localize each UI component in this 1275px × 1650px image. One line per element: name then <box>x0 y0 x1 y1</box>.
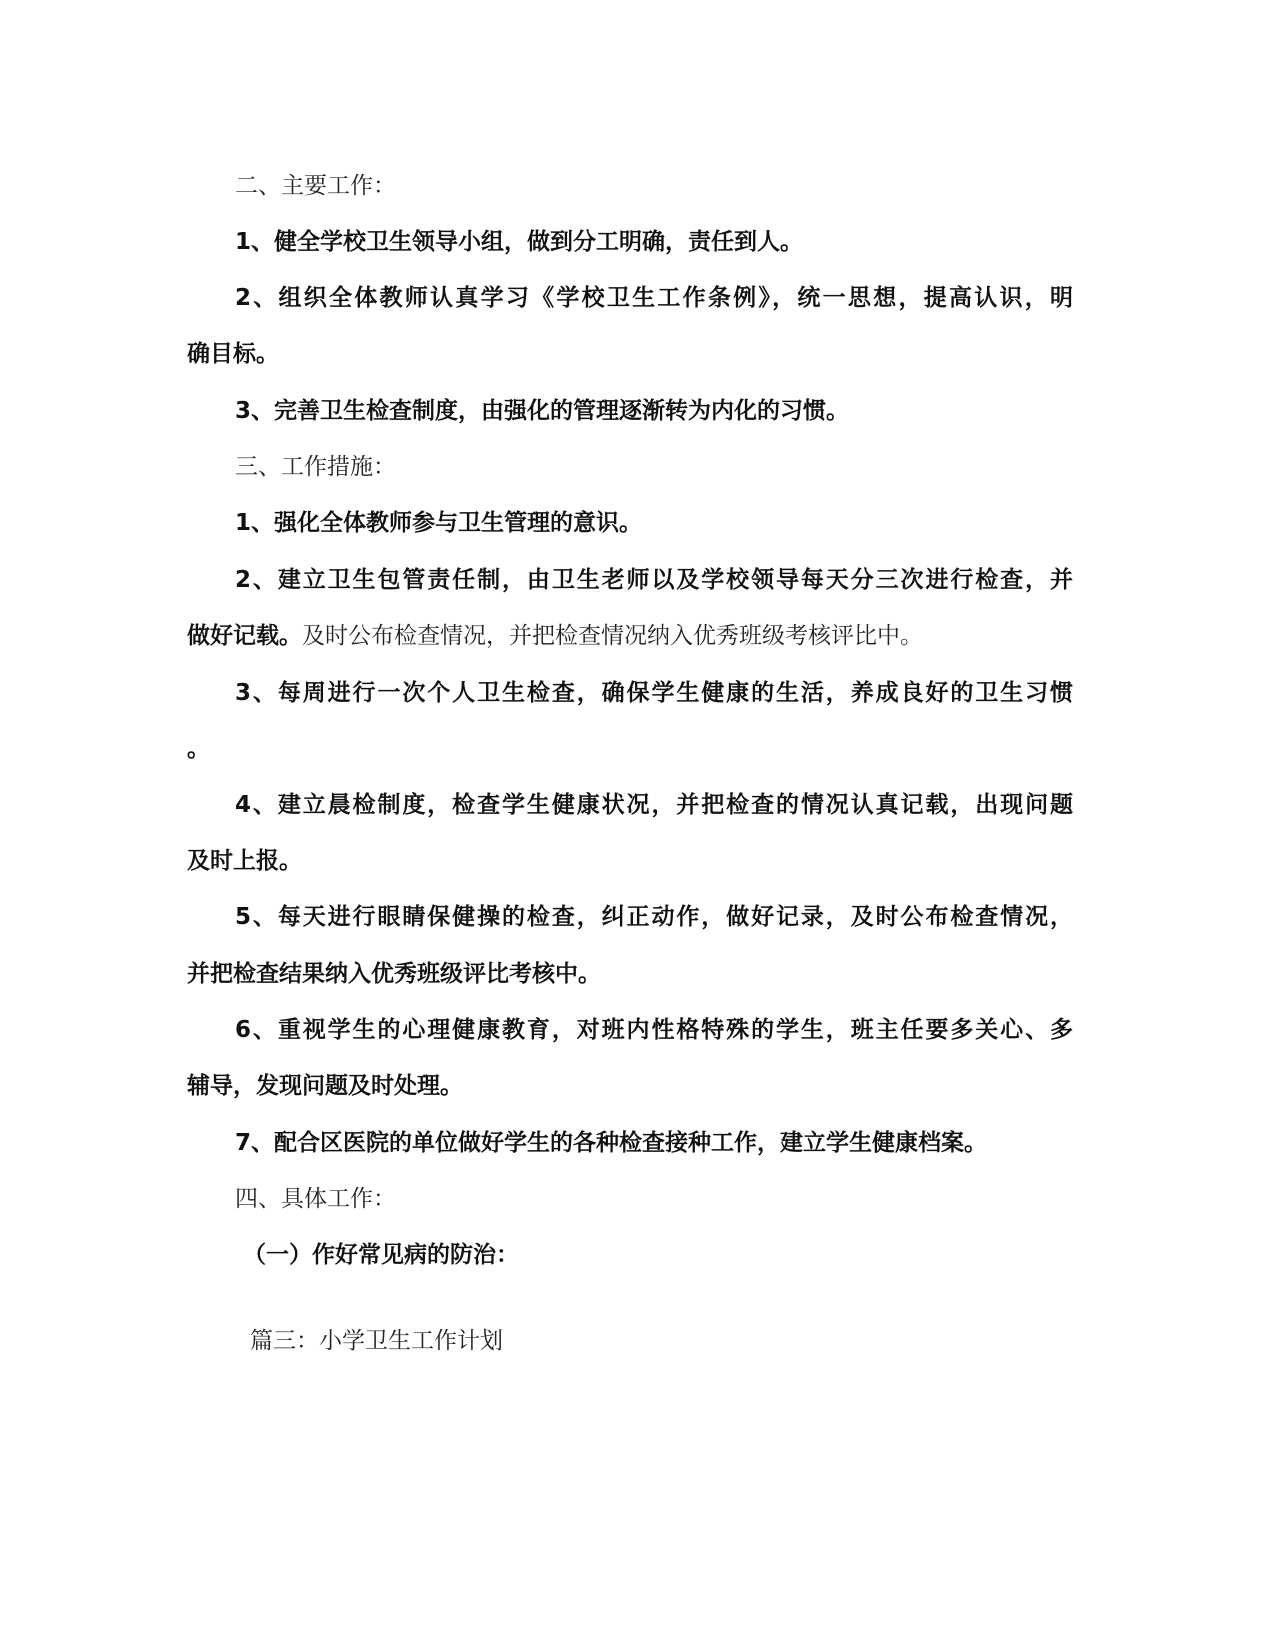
normal-text-segment: 及时公布检查情况，并把检查情况纳入优秀班级考核评比中。 <box>302 623 923 649</box>
paragraph-item: 5、每天进行眼睛保健操的检查，纠正动作，做好记录，及时公布检查情况， <box>235 904 1073 930</box>
paragraph-item: 2、建立卫生包管责任制，由卫生老师以及学校领导每天分三次进行检查，并 <box>235 567 1073 593</box>
paragraph-continuation: 确目标。 <box>187 341 279 367</box>
section-heading-measures: 三、工作措施： <box>235 454 396 480</box>
section-heading-specific-work: 四、具体工作： <box>235 1186 396 1212</box>
paragraph-continuation: 及时上报。 <box>187 848 302 874</box>
bold-text-segment: 做好记载。 <box>187 623 302 649</box>
paragraph-continuation: 辅导，发现问题及时处理。 <box>187 1073 463 1099</box>
subsection-heading: （一）作好常见病的防治： <box>243 1242 519 1268</box>
paragraph-item: 7、配合区医院的单位做好学生的各种检查接种工作，建立学生健康档案。 <box>235 1130 988 1156</box>
paragraph-continuation: 。 <box>187 736 210 762</box>
paragraph-item: 3、完善卫生检查制度，由强化的管理逐渐转为内化的习惯。 <box>235 398 850 424</box>
section-heading-main-work: 二、主要工作： <box>235 173 396 199</box>
part-title: 篇三：小学卫生工作计划 <box>250 1328 503 1354</box>
paragraph-item: 6、重视学生的心理健康教育，对班内性格特殊的学生，班主任要多关心、多 <box>235 1017 1073 1043</box>
paragraph-item: 3、每周进行一次个人卫生检查，确保学生健康的生活，养成良好的卫生习惯 <box>235 680 1073 706</box>
paragraph-item: 2、组织全体教师认真学习《学校卫生工作条例》，统一思想，提高认识，明 <box>235 285 1073 311</box>
paragraph-continuation: 并把检查结果纳入优秀班级评比考核中。 <box>187 961 601 987</box>
paragraph-continuation-mixed <box>0 621 1275 651</box>
paragraph-item: 1、强化全体教师参与卫生管理的意识。 <box>235 510 643 536</box>
paragraph-item: 4、建立晨检制度，检查学生健康状况，并把检查的情况认真记载，出现问题 <box>235 792 1073 818</box>
paragraph-item: 1、健全学校卫生领导小组，做到分工明确，责任到人。 <box>235 229 804 255</box>
